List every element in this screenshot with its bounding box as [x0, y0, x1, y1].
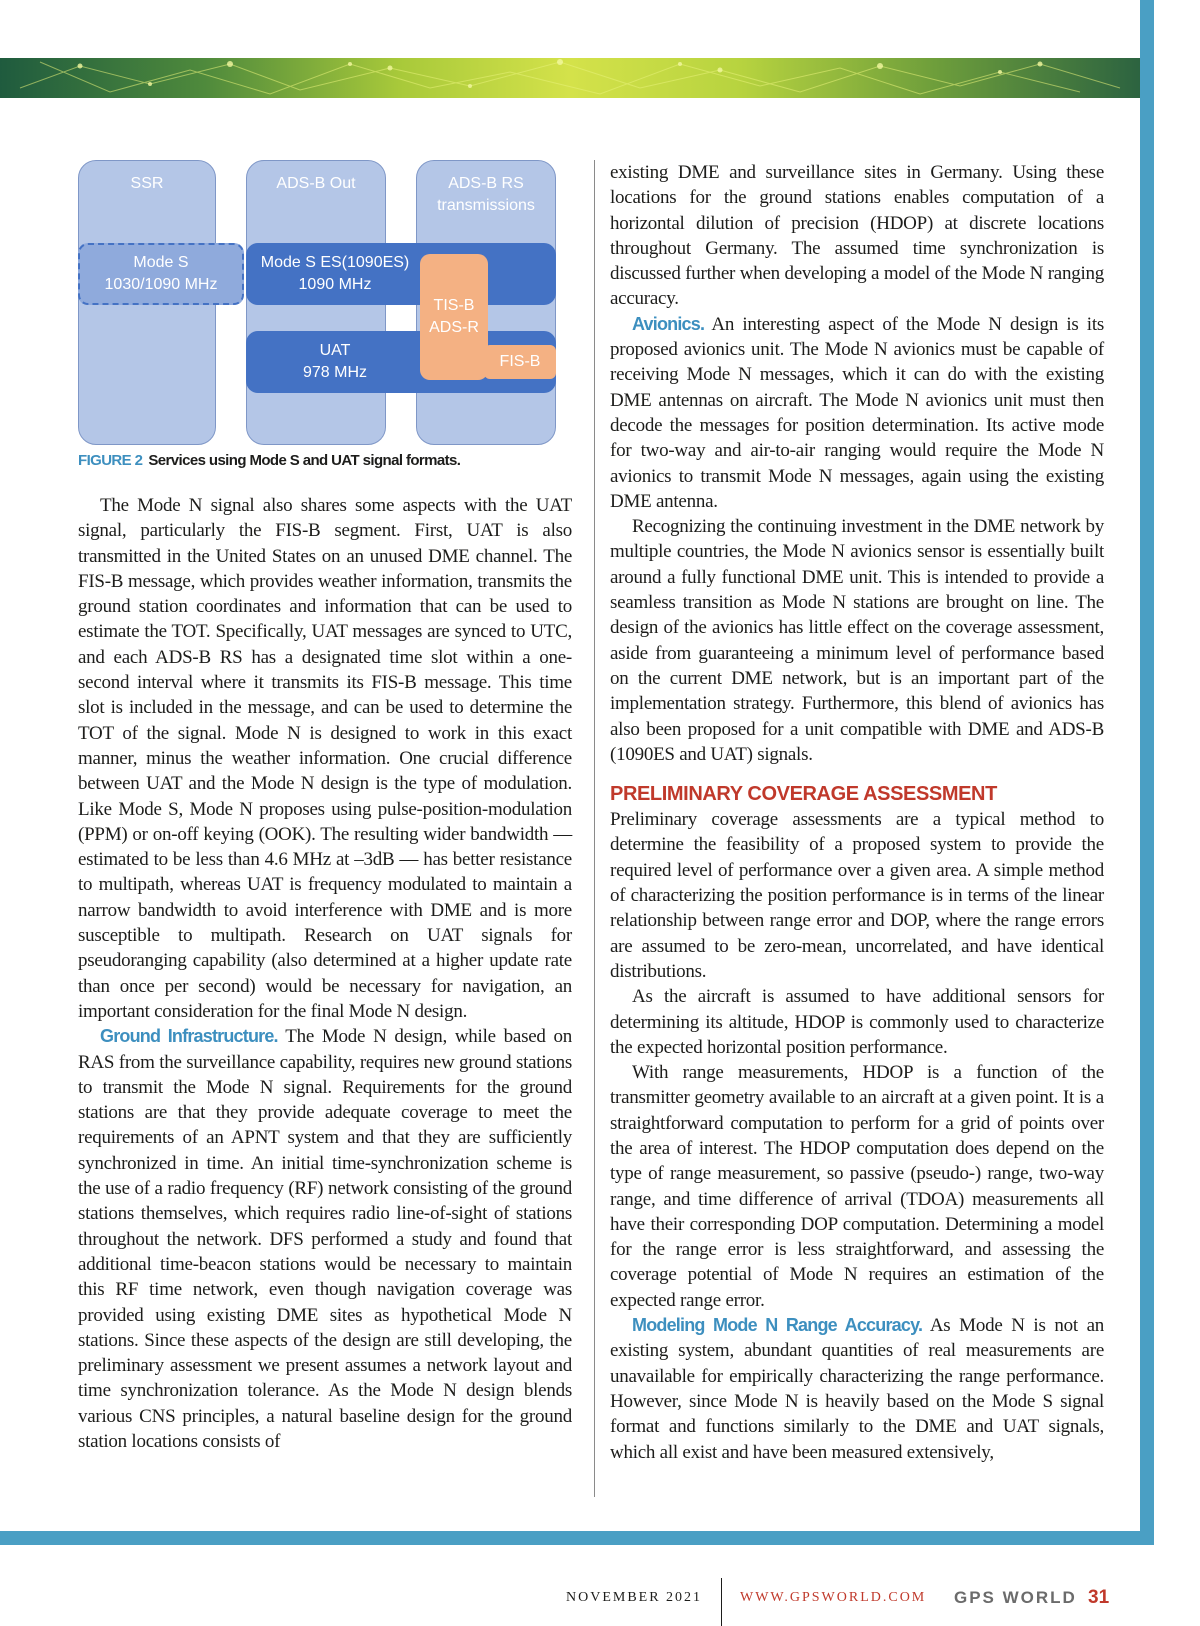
figure-caption-text: Services using Mode S and UAT signal formats.	[148, 452, 461, 469]
paragraph-avionics	[610, 312, 1104, 514]
fig-box-fis-b	[484, 345, 556, 379]
fig-mode-s-line2: 1030/1090 MHz	[104, 276, 218, 293]
runin-avionics: Avionics.	[632, 313, 705, 334]
fig-mode-s-line1: Mode S	[133, 254, 189, 271]
paragraph-avionics-text: An interesting aspect of the Mode N design is its proposed avionics unit. The Mode N avionics must be capable of receiving Mode N messages, which it can do with the existing DME antennas on aircraft. The Mode N avionics unit must then decode the messages for position determination. Its active mode for two-way and air-to-air ranging would require the Mode N avionics to transmit Mode N messages, again using the existing DME antenna.	[610, 313, 1104, 512]
page-edge-bar-bottom	[0, 1531, 1154, 1545]
runin-range-accuracy: Modeling Mode N Range Accuracy.	[632, 1315, 923, 1336]
fig-fis-b-label: FIS-B	[499, 353, 541, 370]
fig-column-adsb-rs-label: ADS-B RS transmissions	[437, 175, 535, 214]
article-column-right	[610, 160, 1104, 1465]
paragraph-dme-sites: existing DME and surveillance sites in Germany. Using these locations for the ground stations enables computation of a horizontal dilution of precision (HDOP) at discrete locations throughout Germany. The assumed time synchronization is discussed further when developing a model of the Mode N ranging accuracy.	[610, 162, 1104, 310]
fig-mode-s-es-line2: 1090 MHz	[298, 276, 372, 293]
page-number: 31	[1088, 1587, 1110, 1608]
paragraph-hdop-altitude: As the aircraft is assumed to have additional sensors for determining its altitude, HDOP is commonly used to characterize the expected horizontal position performance.	[610, 986, 1104, 1058]
fig-mode-s-es-line1: Mode S ES(1090ES)	[260, 254, 410, 271]
paragraph-mode-n-uat: The Mode N signal also shares some aspects with the UAT signal, particularly the FIS-B segment. First, UAT is also transmitted in the United States on an unused DME channel. The FIS-B message, which provides weather information, transmits the ground station coordinates and information that can be used to estimate the TOT. Specifically, UAT messages are synced to UTC, and each ADS-B RS has a designated time slot within a one-second interval where it transmits its FIS-B message. This time slot is included in the message, and can be used to determine the TOT of the signal. Mode N is designed to work in this exact manner, minus the weather information. One crucial difference between UAT and the Mode N design is the type of modulation. Like Mode S, Mode N proposes using pulse-position-modulation (PPM) or on-off keying (OOK). The resulting wider bandwidth — estimated to be less than 4.6 MHz at –3dB — has better resistance to multipath, whereas UAT is frequency modulated to maintain a narrow bandwidth to avoid interference with DME and is more susceptible to multipath. Research on UAT signals for pseudoranging capability (also determined at a higher update rate than once per second) would be necessary for navigation, an important consideration for the final Mode N design.	[78, 495, 572, 1022]
fig-tis-b-line2: ADS-R	[429, 319, 479, 336]
paragraph-ground-infrastructure	[78, 1024, 572, 1454]
figure-caption-label: FIGURE 2	[78, 452, 143, 469]
fig-uat-line2: 978 MHz	[302, 364, 368, 381]
footer-url-link[interactable]: WWW.GPSWORLD.COM	[740, 1590, 927, 1605]
paragraph-coverage-intro: Preliminary coverage assessments are a typical method to determine the feasibility of a proposed system to provide the required level of performance over a given area. A simple method of characterizing the position performance is in terms of the linear relationship between range error and DOP, where the range errors are assumed to be zero-mean, uncorrelated, and have identical distributions.	[610, 809, 1104, 982]
fig-box-mode-s	[78, 243, 244, 305]
paragraph-ground-infrastructure-text: The Mode N design, while based on RAS from the surveillance capability, requires new ground stations to transmit the Mode N signal. Requirements for the ground stations are that they provide adequate coverage to meet the requirements of an APNT system and that they are sufficiently synchronized in time. An initial time-synchronization scheme is the use of a radio frequency (RF) network consisting of the ground stations themselves, which requires radio line-of-sight of stations throughout the network. DFS performed a study and found that additional time-beacon stations would be necessary to maintain this RF time network, even though navigation coverage was provided using existing DME sites as hypothetical Mode N stations. Since these aspects of the design are still developing, the preliminary assessment we present assumes a network layout and time synchronization tolerance. As the Mode N design blends various CNS principles, a natural baseline design for the ground station locations consists of	[78, 1026, 572, 1452]
paragraph-range-measurements: With range measurements, HDOP is a function of the transmitter geometry available to an aircraft at a given point. It is a straightforward computation to perform for a grid of points over the area of interest. The HDOP computation does depend on the type of range measurement, so passive (pseudo-) range, two-way range, and time difference of arrival (TDOA) measurements all have their corresponding DOP computation. Determining a model for the range error is less straightforward, and assessing the coverage potential of Mode N requires an estimation of the expected range error.	[610, 1062, 1104, 1311]
fig-column-adsb-out-label: ADS-B Out	[276, 175, 356, 192]
paragraph-range-accuracy	[610, 1313, 1104, 1465]
header-banner	[0, 58, 1140, 98]
network-pattern-icon	[0, 58, 1140, 98]
fig-band-mode-s-es	[246, 243, 556, 305]
fig-tis-b-line1: TIS-B	[433, 297, 475, 314]
paragraph-range-accuracy-text: As Mode N is not an existing system, abundant quantities of real measurements are unavailable for empirically characterizing the range performance. However, since Mode N is heavily based on the Mode S signal format and functions similarly to the DME and UAT signals, which all exist and have been measured extensively,	[610, 1315, 1105, 1463]
figure-2-diagram	[78, 160, 578, 445]
footer-date: NOVEMBER 2021	[566, 1590, 703, 1605]
column-divider	[594, 160, 595, 1497]
paragraph-dme-investment: Recognizing the continuing investment in the DME network by multiple countries, the Mode N avionics sensor is essentially built around a fully functional DME unit. This is intended to provide a seamless transition as Mode N stations are brought on line. The design of the avionics has little effect on the coverage assessment, aside from guaranteeing a minimum level of performance based on the current DME network, but is an important part of the implementation strategy. Furthermore, this blend of avionics has also been proposed for a unit compatible with DME and ADS-B (1090ES and UAT) signals.	[610, 516, 1104, 765]
runin-ground-infrastructure: Ground Infrastructure.	[100, 1026, 278, 1047]
section-heading-coverage: PRELIMINARY COVERAGE ASSESSMENT	[610, 783, 997, 806]
fig-uat-line1: UAT	[319, 342, 351, 359]
footer-magazine-name: GPS WORLD	[954, 1588, 1077, 1607]
fig-column-ssr-label: SSR	[130, 175, 164, 192]
footer-separator	[721, 1578, 722, 1626]
page-edge-bar-right	[1140, 0, 1154, 1545]
fig-box-tis-b	[420, 254, 488, 380]
figure-caption	[78, 452, 460, 469]
article-column-left	[78, 493, 572, 1454]
